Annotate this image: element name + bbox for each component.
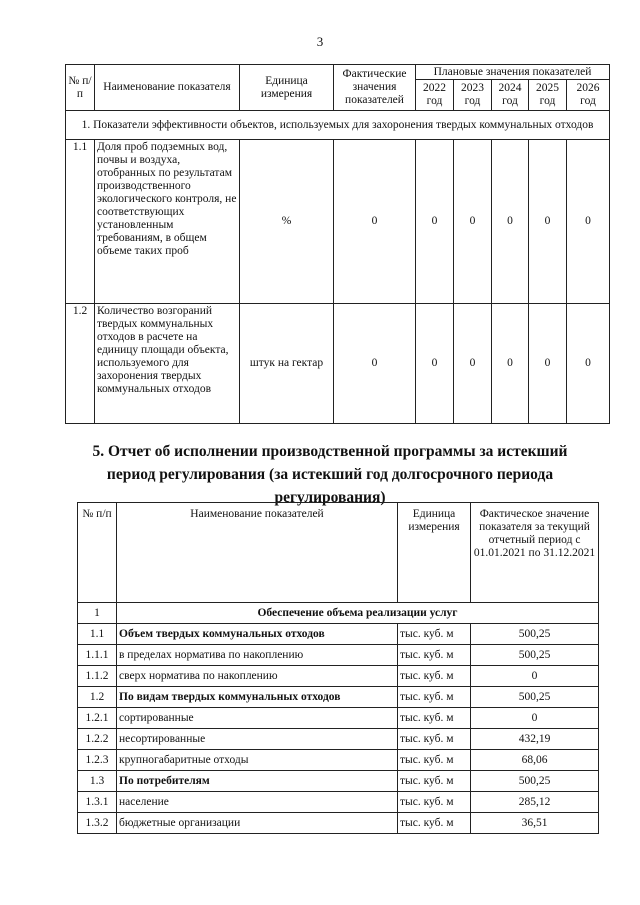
row-unit: тыс. куб. м (398, 666, 471, 687)
row-name: сверх норматива по накоплению (117, 666, 398, 687)
row-num: 1.2 (78, 687, 117, 708)
header-year: 2026 год (567, 80, 610, 111)
group-num: 1 (78, 603, 117, 624)
program-report-table (77, 502, 599, 834)
table-row (78, 813, 599, 834)
table-row (78, 687, 599, 708)
row-unit: тыс. куб. м (398, 792, 471, 813)
header-value: Фактическое значение показателя за текущий отчетный период с 01.01.2021 по 31.12.2021 (471, 503, 599, 603)
header-year: 2024 год (492, 80, 529, 111)
row-num: 1.3.2 (78, 813, 117, 834)
row-value: 500,25 (471, 687, 599, 708)
header-year: 2025 год (529, 80, 567, 111)
table-row (78, 750, 599, 771)
row-value: 500,25 (471, 624, 599, 645)
row-plan: 0 (529, 140, 567, 304)
row-unit: тыс. куб. м (398, 645, 471, 666)
row-actual: 0 (334, 140, 416, 304)
row-value: 0 (471, 666, 599, 687)
header-num: № п/п (66, 65, 95, 111)
row-num: 1.1 (66, 140, 95, 304)
header-name: Наименование показателя (95, 65, 240, 111)
row-num: 1.2.1 (78, 708, 117, 729)
row-name: население (117, 792, 398, 813)
row-plan: 0 (492, 140, 529, 304)
table-row (78, 708, 599, 729)
row-unit: тыс. куб. м (398, 771, 471, 792)
row-name: крупногабаритные отходы (117, 750, 398, 771)
header-unit: Единица измерения (240, 65, 334, 111)
row-name: По видам твердых коммунальных отходов (117, 687, 398, 708)
row-num: 1.1 (78, 624, 117, 645)
header-year: 2022 год (416, 80, 454, 111)
table-row (78, 729, 599, 750)
row-name: Объем твердых коммунальных отходов (117, 624, 398, 645)
row-name: Количество возгораний твердых коммунальных отходов в расчете на единицу площади объекта, используемого для захоронения твердых коммунальных отходов (95, 304, 240, 424)
header-num: № п/п (78, 503, 117, 603)
header-name: Наименование показателей (117, 503, 398, 603)
row-unit: штук на гектар (240, 304, 334, 424)
row-value: 500,25 (471, 645, 599, 666)
page-number: 3 (316, 34, 324, 49)
row-name: в пределах норматива по накоплению (117, 645, 398, 666)
efficiency-indicators-table (65, 64, 610, 424)
header-planned: Плановые значения показателей (416, 65, 610, 80)
table-row (78, 771, 599, 792)
row-name: несортированные (117, 729, 398, 750)
group-title: Обеспечение объема реализации услуг (117, 603, 599, 624)
row-name: По потребителям (117, 771, 398, 792)
row-num: 1.3 (78, 771, 117, 792)
row-actual: 0 (334, 304, 416, 424)
row-name: Доля проб подземных вод, почвы и воздуха, отобранных по результатам производственного экологического контроля, не соответствующих установленным требованиям, в общем объеме таких проб (95, 140, 240, 304)
row-num: 1.1.2 (78, 666, 117, 687)
row-num: 1.2 (66, 304, 95, 424)
row-unit: тыс. куб. м (398, 729, 471, 750)
row-plan: 0 (492, 304, 529, 424)
row-unit: тыс. куб. м (398, 708, 471, 729)
header-actual: Фактические значения показателей (334, 65, 416, 111)
table-row (78, 666, 599, 687)
row-plan: 0 (567, 140, 610, 304)
row-value: 68,06 (471, 750, 599, 771)
row-unit: тыс. куб. м (398, 750, 471, 771)
header-year: 2023 год (454, 80, 492, 111)
table-row (78, 645, 599, 666)
row-num: 1.1.1 (78, 645, 117, 666)
table-row (66, 304, 610, 424)
row-name: сортированные (117, 708, 398, 729)
row-unit: % (240, 140, 334, 304)
row-value: 36,51 (471, 813, 599, 834)
table-row (78, 624, 599, 645)
row-plan: 0 (416, 140, 454, 304)
row-plan: 0 (529, 304, 567, 424)
row-num: 1.2.3 (78, 750, 117, 771)
row-plan: 0 (416, 304, 454, 424)
section-title: 1. Показатели эффективности объектов, используемых для захоронения твердых коммунальных отходов (66, 111, 610, 140)
group-row (78, 603, 599, 624)
header-unit: Единица измерения (398, 503, 471, 603)
row-plan: 0 (454, 140, 492, 304)
row-unit: тыс. куб. м (398, 624, 471, 645)
row-value: 0 (471, 708, 599, 729)
row-num: 1.3.1 (78, 792, 117, 813)
table-row (66, 140, 610, 304)
row-value: 432,19 (471, 729, 599, 750)
row-unit: тыс. куб. м (398, 813, 471, 834)
row-plan: 0 (567, 304, 610, 424)
row-plan: 0 (454, 304, 492, 424)
table-row (78, 792, 599, 813)
row-value: 500,25 (471, 771, 599, 792)
row-name: бюджетные организации (117, 813, 398, 834)
row-num: 1.2.2 (78, 729, 117, 750)
row-value: 285,12 (471, 792, 599, 813)
row-unit: тыс. куб. м (398, 687, 471, 708)
section-5-title: 5. Отчет об исполнении производственной программы за истекший период регулирования (за истекший год долгосрочного периода регулирования) (92, 443, 568, 506)
